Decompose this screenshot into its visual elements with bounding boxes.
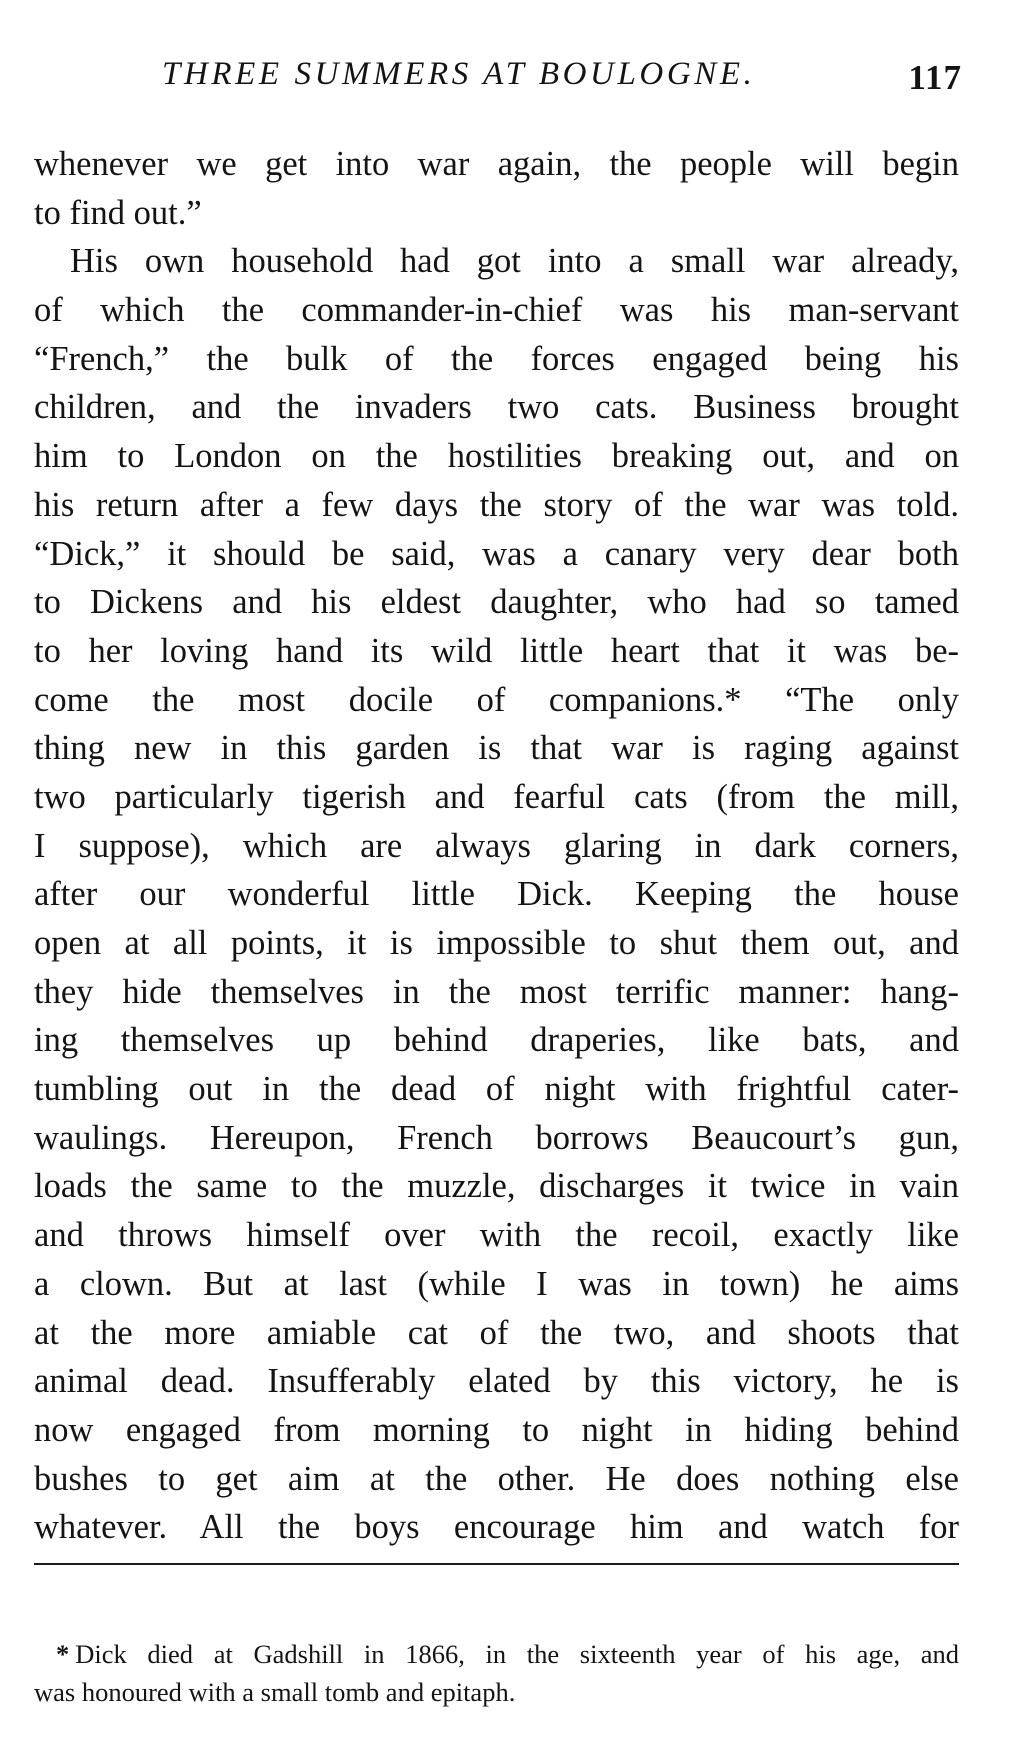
text-line: after our wonderful little Dick. Keeping the house <box>34 875 959 914</box>
text-line: tumbling out in the dead of night with frightful cater- <box>34 1070 959 1109</box>
text-line: animal dead. Insufferably elated by this victory, he is <box>34 1362 959 1401</box>
text-line: they hide themselves in the most terrific manner: hang- <box>34 972 959 1011</box>
footnote-line: was honoured with a small tomb and epitaph. <box>34 1677 516 1707</box>
text-line: loads the same to the muzzle, discharges it twice in vain <box>34 1167 959 1206</box>
text-line: whenever we get into war again, the people will begin <box>34 145 959 183</box>
text-line: at the more amiable cat of the two, and shoots that <box>34 1313 959 1352</box>
text-line: two particularly tigerish and fearful cats (from the mill, <box>34 777 959 816</box>
text-line: I suppose), which are always glaring in dark corners, <box>34 826 959 865</box>
text-line: open at all points, it is impossible to shut them out, and <box>34 924 959 962</box>
text-line: His own household had got into a small war already, <box>70 242 959 281</box>
text-line: “French,” the bulk of the forces engaged being his <box>34 339 959 378</box>
text-line: to find out.” <box>34 193 202 232</box>
running-head <box>32 50 962 100</box>
footnote <box>34 1635 959 1711</box>
text-line: come the most docile of companions.* “The only <box>34 680 959 719</box>
page-number: 117 <box>908 58 962 97</box>
text-line: bushes to get aim at the other. He does nothing else <box>34 1459 959 1498</box>
text-line: him to London on the hostilities breaking out, and on <box>34 437 959 476</box>
footnote-text: Dick died at Gadshill in 1866, in the sixteenth year of his age, and <box>75 1639 959 1669</box>
text-line: ing themselves up behind draperies, like bats, and <box>34 1021 959 1060</box>
text-line: and throws himself over with the recoil, exactly like <box>34 1216 959 1255</box>
text-line: now engaged from morning to night in hiding behind <box>34 1410 959 1449</box>
text-line: of which the commander-in-chief was his man-servant <box>34 291 959 330</box>
text-line: waulings. Hereupon, French borrows Beaucourt’s gun, <box>34 1118 959 1157</box>
text-line: children, and the invaders two cats. Business brought <box>34 388 959 427</box>
footnote-marker: * <box>56 1639 70 1669</box>
text-line: to her loving hand its wild little heart that it was be- <box>34 631 959 670</box>
text-line: thing new in this garden is that war is raging against <box>34 729 959 768</box>
text-line: “Dick,” it should be said, was a canary very dear both <box>34 534 959 573</box>
body-text <box>34 140 959 1552</box>
footnote-divider <box>34 1563 959 1565</box>
text-line: his return after a few days the story of the war was told. <box>34 485 959 524</box>
running-title: THREE SUMMERS AT BOULOGNE. <box>162 56 756 92</box>
text-line: a clown. But at last (while I was in town) he aims <box>34 1264 959 1303</box>
text-line: to Dickens and his eldest daughter, who had so tamed <box>34 583 959 622</box>
text-line: whatever. All the boys encourage him and watch for <box>34 1508 959 1547</box>
footnote-line <box>34 1635 959 1673</box>
